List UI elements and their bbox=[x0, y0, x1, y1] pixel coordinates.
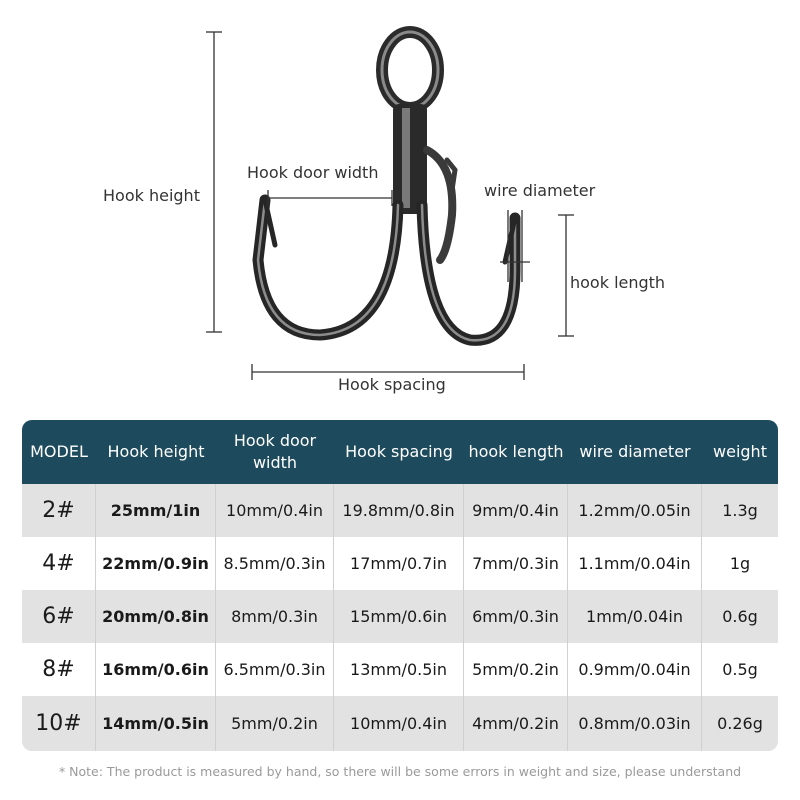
cell-hook-length: 6mm/0.3in bbox=[464, 590, 568, 643]
cell-hook-spacing: 17mm/0.7in bbox=[334, 537, 464, 590]
table-row bbox=[22, 484, 778, 537]
cell-hook-door-width: 8mm/0.3in bbox=[216, 590, 334, 643]
cell-weight: 0.6g bbox=[722, 607, 758, 626]
table-row bbox=[22, 643, 778, 696]
header-weight: weight bbox=[713, 442, 767, 461]
cell-weight: 0.26g bbox=[717, 714, 763, 733]
hook-length-label: hook length bbox=[570, 273, 666, 292]
cell-hook-length: 5mm/0.2in bbox=[464, 643, 568, 696]
cell-model: 6# bbox=[22, 590, 96, 643]
cell-wire-diameter: 1.2mm/0.05in bbox=[568, 484, 702, 537]
table-row bbox=[22, 537, 778, 590]
table-row bbox=[22, 696, 778, 751]
cell-model: 8# bbox=[22, 643, 96, 696]
cell-weight: 1g bbox=[729, 554, 751, 573]
header-model: MODEL bbox=[30, 442, 88, 461]
header-hook-door-width: Hook door width bbox=[233, 431, 317, 472]
header-hook-length: hook length bbox=[468, 442, 564, 461]
cell-hook-door-width: 10mm/0.4in bbox=[216, 484, 334, 537]
cell-wire-diameter: 1.1mm/0.04in bbox=[568, 537, 702, 590]
hook-spacing-label: Hook spacing bbox=[338, 375, 446, 394]
cell-hook-door-width: 6.5mm/0.3in bbox=[216, 643, 334, 696]
cell-wire-diameter: 0.9mm/0.04in bbox=[568, 643, 702, 696]
cell-hook-height: 25mm/1in bbox=[96, 484, 216, 537]
cell-model: 10# bbox=[22, 696, 96, 751]
cell-hook-length: 7mm/0.3in bbox=[464, 537, 568, 590]
header-wire-diameter: wire diameter bbox=[579, 442, 691, 461]
cell-wire-diameter: 0.8mm/0.03in bbox=[568, 696, 702, 751]
header-hook-height: Hook height bbox=[107, 442, 205, 461]
cell-hook-length: 9mm/0.4in bbox=[464, 484, 568, 537]
cell-model: 2# bbox=[22, 484, 96, 537]
cell-hook-length: 4mm/0.2in bbox=[464, 696, 568, 751]
spec-table bbox=[22, 420, 778, 751]
wire-diameter-label: wire diameter bbox=[484, 181, 596, 200]
hook-door-width-label: Hook door width bbox=[247, 163, 379, 182]
cell-weight: 1.3g bbox=[722, 501, 758, 520]
cell-wire-diameter: 1mm/0.04in bbox=[568, 590, 702, 643]
cell-weight: 0.5g bbox=[722, 660, 758, 679]
header-hook-spacing: Hook spacing bbox=[345, 442, 453, 461]
cell-hook-spacing: 19.8mm/0.8in bbox=[334, 484, 464, 537]
cell-hook-height: 20mm/0.8in bbox=[96, 590, 216, 643]
cell-hook-door-width: 8.5mm/0.3in bbox=[216, 537, 334, 590]
cell-hook-height: 14mm/0.5in bbox=[96, 696, 216, 751]
table-row bbox=[22, 590, 778, 643]
table-header-row bbox=[22, 420, 778, 484]
cell-hook-spacing: 15mm/0.6in bbox=[334, 590, 464, 643]
hook-height-dimension bbox=[206, 32, 222, 332]
hook-height-label: Hook height bbox=[103, 186, 200, 205]
cell-hook-spacing: 13mm/0.5in bbox=[334, 643, 464, 696]
cell-hook-spacing: 10mm/0.4in bbox=[334, 696, 464, 751]
cell-hook-height: 22mm/0.9in bbox=[96, 537, 216, 590]
hook-door-width-dimension bbox=[268, 190, 392, 206]
cell-hook-door-width: 5mm/0.2in bbox=[216, 696, 334, 751]
cell-hook-height: 16mm/0.6in bbox=[96, 643, 216, 696]
cell-model: 4# bbox=[22, 537, 96, 590]
treble-hook-illustration bbox=[258, 32, 515, 340]
disclaimer-note: * Note: The product is measured by hand, so there will be some errors in weight and size, please understand bbox=[58, 764, 742, 779]
